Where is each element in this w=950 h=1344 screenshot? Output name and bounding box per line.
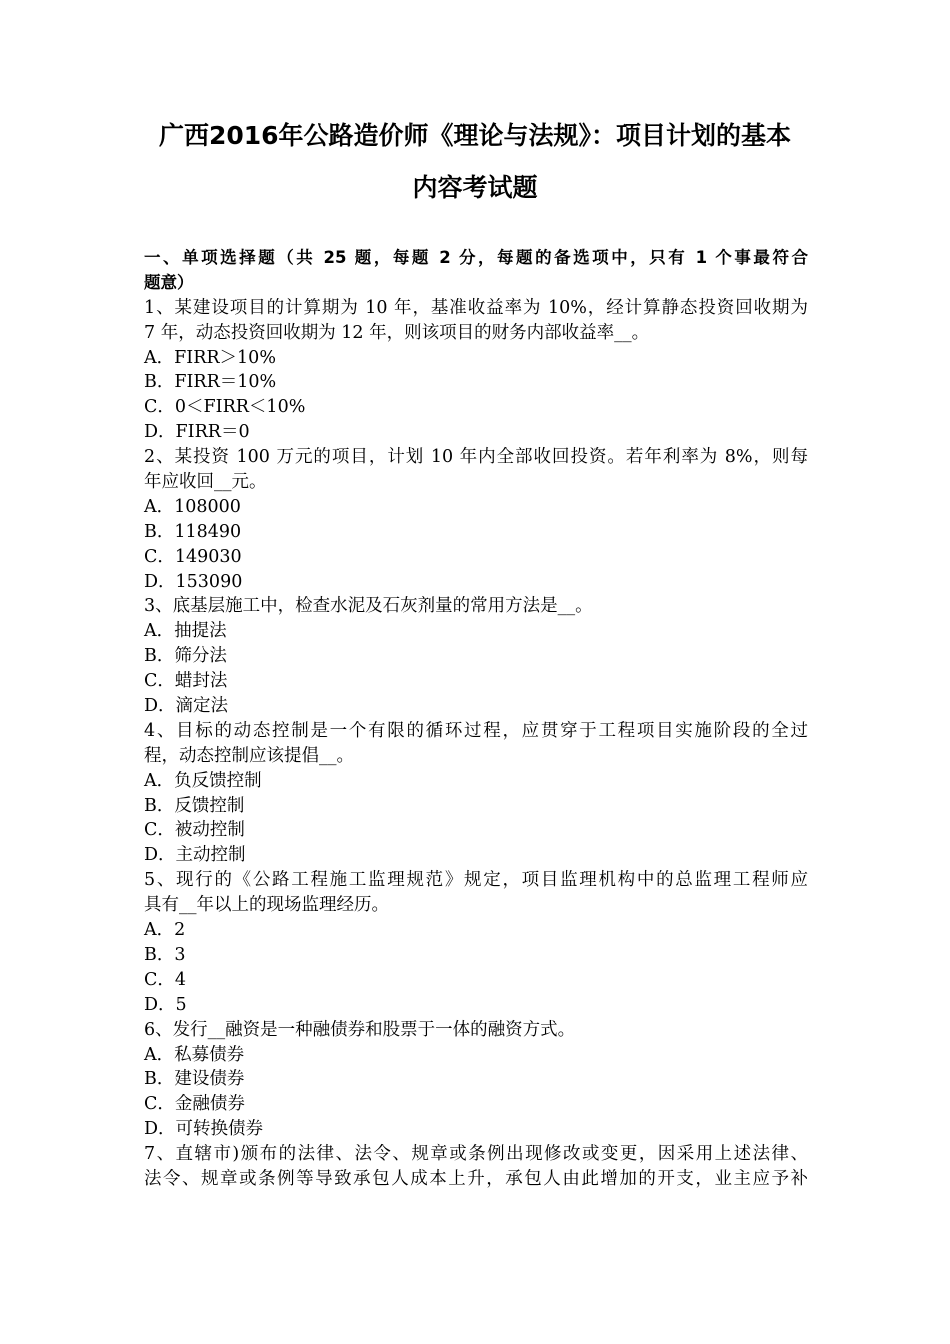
question-5: [144, 868, 808, 1017]
answer-option: D．FIRR＝0: [144, 422, 250, 443]
answer-option: A．108000: [144, 496, 241, 517]
question-text: 6、发行__融资是一种融债券和股票于一体的融资方式。: [144, 1019, 576, 1040]
question-4: [144, 719, 808, 868]
question-text: 具有__年以上的现场监理经历。: [144, 895, 389, 916]
question-text: 法令、规章或条例等导致承包人成本上升，承包人由此增加的开支，业主应予补: [144, 1168, 808, 1189]
answer-option: A．2: [144, 920, 186, 941]
answer-option: D．5: [144, 994, 187, 1015]
answer-option: B．筛分法: [144, 646, 227, 667]
answer-option: A．FIRR＞10%: [144, 347, 276, 368]
question-7: [144, 1142, 808, 1192]
section-heading-continued: 题意）: [144, 272, 194, 292]
question-1: [144, 296, 808, 445]
answer-option: C．149030: [144, 546, 242, 567]
question-6: [144, 1018, 808, 1142]
answer-option: D．可转换债券: [144, 1119, 264, 1140]
question-text: 5、现行的《公路工程施工监理规范》规定，项目监理机构中的总监理工程师应: [144, 870, 808, 891]
answer-option: B．建设债券: [144, 1069, 245, 1090]
question-text: 年应收回__元。: [144, 472, 267, 493]
answer-option: A．私募债券: [144, 1044, 245, 1065]
answer-option: D．滴定法: [144, 696, 229, 717]
document-title-line-1: 广西2016年公路造价师《理论与法规》：项目计划的基本: [158, 121, 792, 150]
question-text: 4、目标的动态控制是一个有限的循环过程，应贯穿于工程项目实施阶段的全过: [144, 720, 808, 741]
answer-option: D．主动控制: [144, 845, 246, 866]
answer-option: B．3: [144, 944, 186, 965]
question-3: [144, 594, 808, 718]
question-text: 3、底基层施工中，检查水泥及石灰剂量的常用方法是__。: [144, 596, 593, 617]
answer-option: C．金融债券: [144, 1094, 245, 1115]
question-text: 程，动态控制应该提倡__。: [144, 745, 354, 766]
question-2: [144, 445, 808, 594]
document-body: [144, 246, 808, 1192]
question-text: 1、某建设项目的计算期为 10 年，基准收益率为 10%，经计算静态投资回收期为: [144, 297, 808, 318]
question-text: 7 年，动态投资回收期为 12 年，则该项目的财务内部收益率__。: [144, 322, 650, 343]
answer-option: B．118490: [144, 521, 242, 542]
answer-option: A．抽提法: [144, 621, 227, 642]
answer-option: C．4: [144, 969, 187, 990]
document-title-line-2: 内容考试题: [412, 173, 538, 202]
answer-option: A．负反馈控制: [144, 770, 262, 791]
answer-option: C．0＜FIRR＜10%: [144, 397, 306, 418]
section-heading: 一、单项选择题（共 25 题，每题 2 分，每题的备选项中，只有 1 个事最符合: [144, 248, 808, 267]
answer-option: D．153090: [144, 571, 243, 592]
answer-option: C．被动控制: [144, 820, 245, 841]
answer-option: C．蜡封法: [144, 671, 228, 692]
question-text: 2、某投资 100 万元的项目，计划 10 年内全部收回投资。若年利率为 8%，则每: [144, 447, 808, 468]
question-text: 7、直辖市)颁布的法律、法令、规章或条例出现修改或变更，因采用上述法律、: [144, 1144, 808, 1165]
answer-option: B．反馈控制: [144, 795, 245, 816]
answer-option: B．FIRR＝10%: [144, 372, 277, 393]
